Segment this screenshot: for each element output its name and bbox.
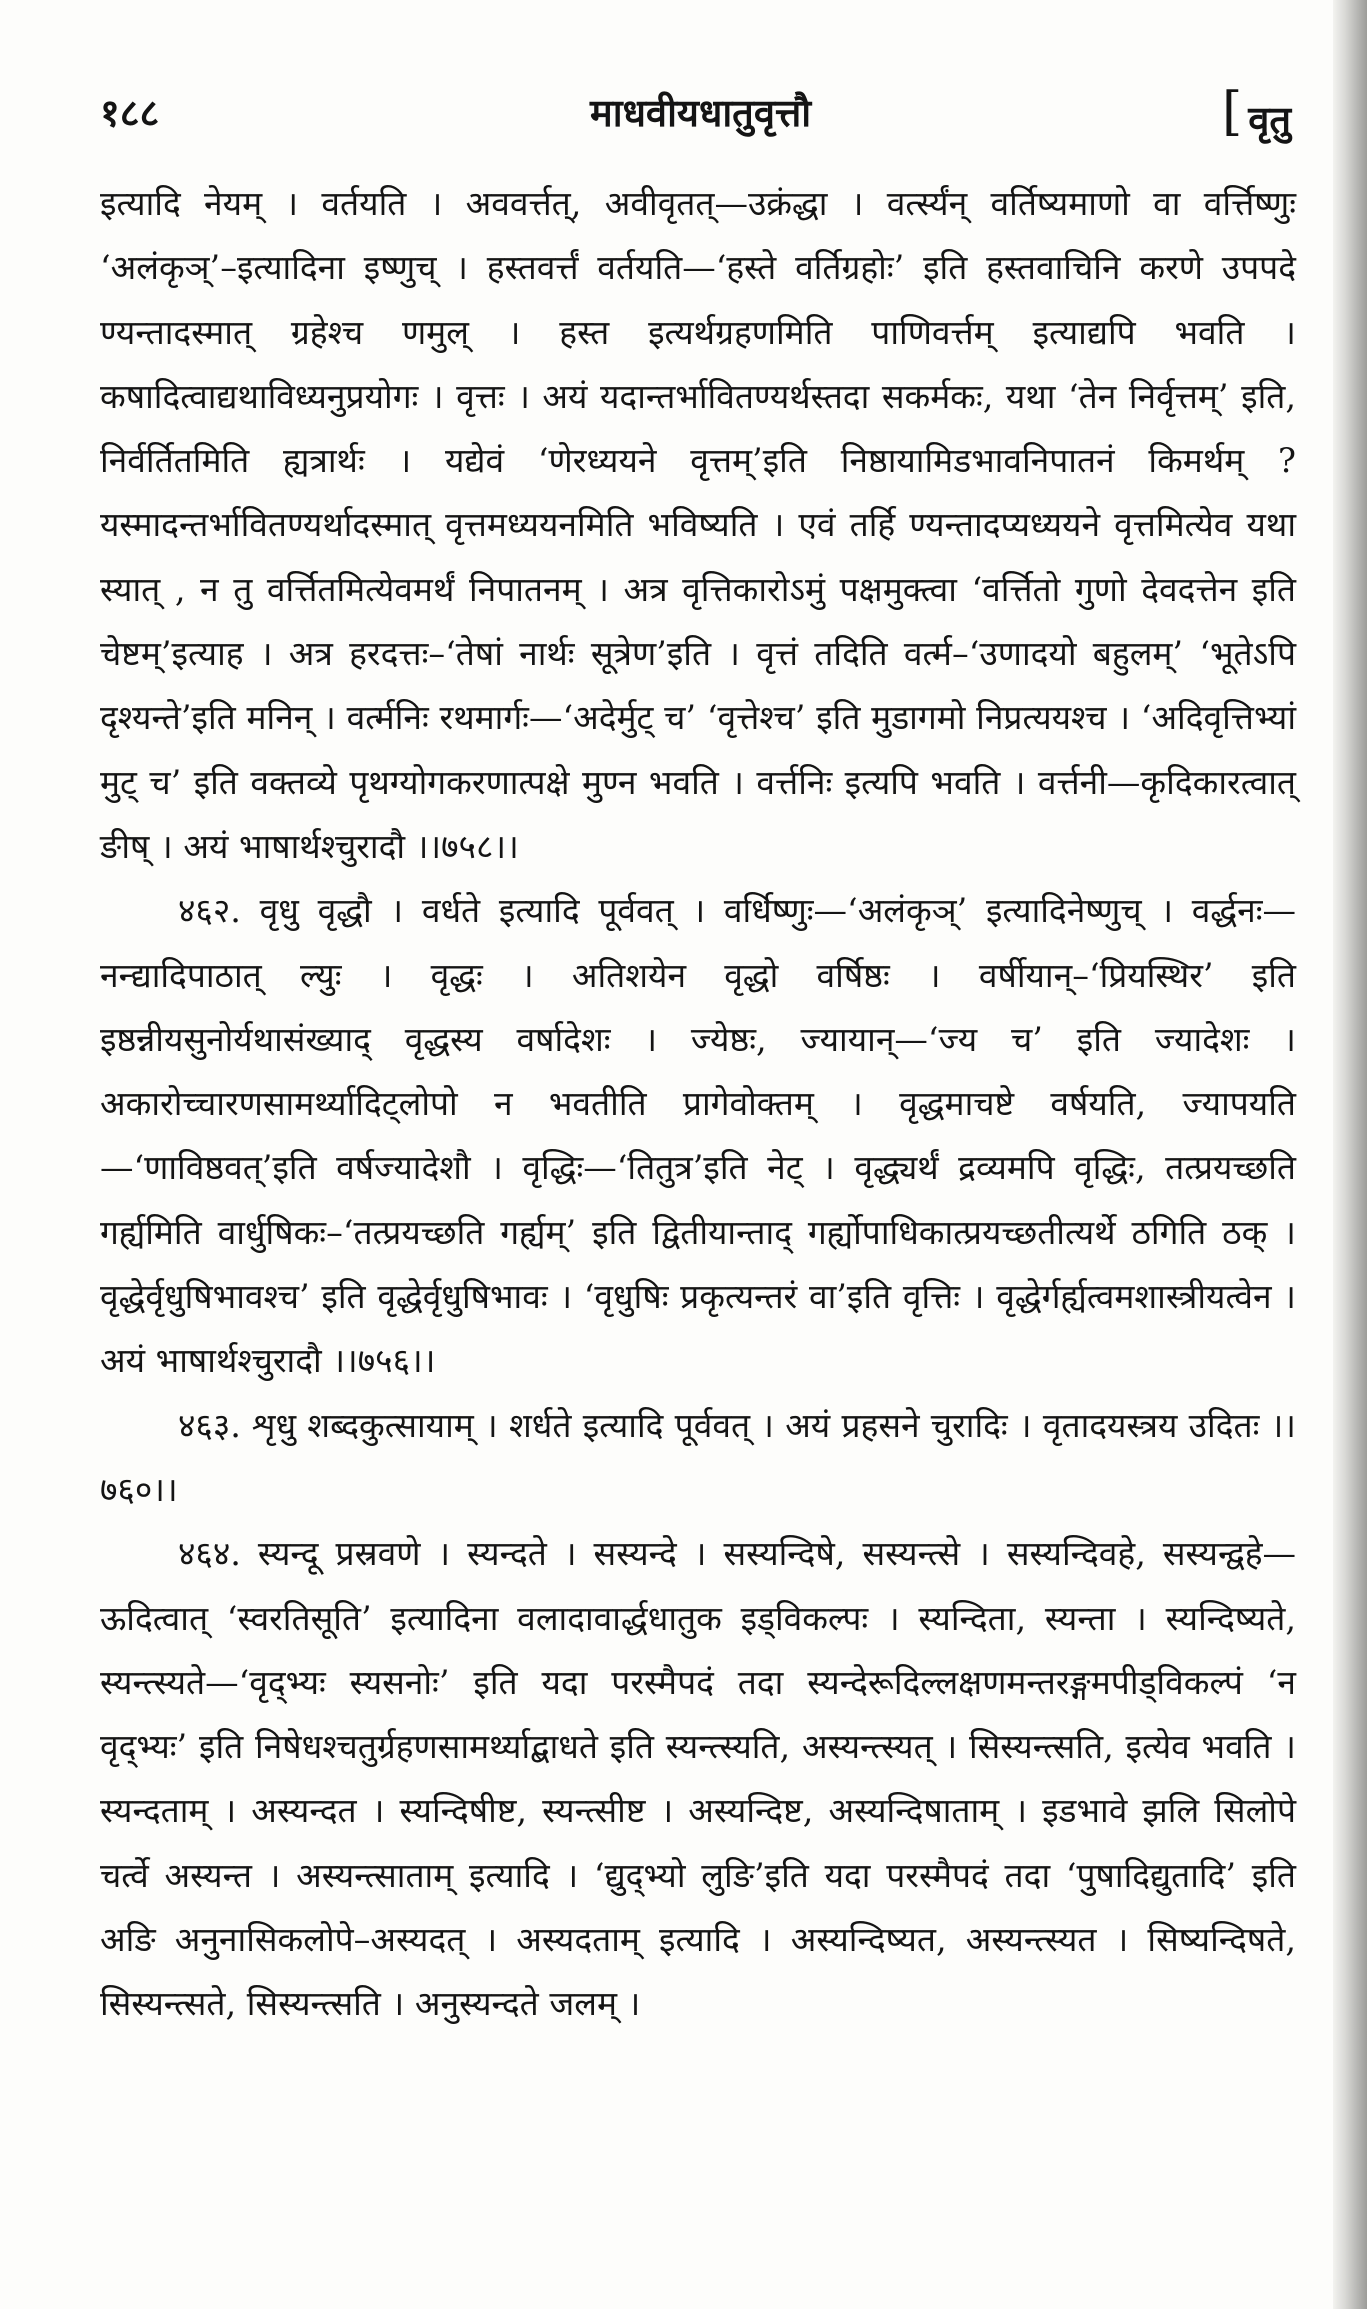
section-marker (1222, 82, 1292, 146)
running-title: माधवीयधातुवृत्तौ (590, 90, 812, 135)
paragraph-464-syandu: ४६४. स्यन्दू प्रस्रवणे । स्यन्दते । सस्यन्दे । सस्यन्दिषे, सस्यन्त्से । सस्यन्दिवहे, सस्यन्द्वहे—ऊदित्वात् ‘स्वरतिसूति’ इत्यादिना वलादावार्द्धधातुक इड्विकल्पः । स्यन्दिता, स्यन्ता । स्यन्दिष्यते, स्यन्त्स्यते—‘वृद्भ्यः स्यसनोः’ इति यदा परस्मैपदं तदा स्यन्देरूदिल्लक्षणमन्तरङ्गमपीड्विकल्पं ‘न वृद्भ्यः’ इति निषेधश्चतुर्ग्रहणसामर्थ्याद्बाधते इति स्यन्त्स्यति, अस्यन्त्स्यत् । सिस्यन्त्सति, इत्येव भवति । स्यन्दताम् । अस्यन्दत । स्यन्दिषीष्ट, स्यन्त्सीष्ट । अस्यन्दिष्ट, अस्यन्दिषाताम् । इडभावे झलि सिलोपे चर्त्वे अस्यन्त । अस्यन्त्साताम् इत्यादि । ‘द्युद्भ्यो लुङि’इति यदा परस्मैपदं तदा ‘पुषादिद्युतादि’ इति अङि अनुनासिकलोपे–अस्यदत् । अस्यदताम् इत्यादि । अस्यन्दिष्यत, अस्यन्त्स्यत । सिष्यन्दिषते, सिस्यन्त्सते, सिस्यन्त्सति । अनुस्यन्दते जलम् । (100, 1534, 1296, 2024)
paragraph-vrtu-continued: इत्यादि नेयम् । वर्तयति । अववर्त्तत्, अवीवृतत्—उक्रंद्धा । वर्त्स्यंन् वर्तिष्यमाणो वा वर्त्तिष्णुः ‘अलंकृञ्’–इत्यादिना इष्णुच् । हस्तवर्त्तं वर्तयति—‘हस्ते वर्तिग्रहोः’ इति हस्तवाचिनि करणे उपपदे ण्यन्तादस्मात् ग्रहेश्च णमुल् । हस्त इत्यर्थग्रहणमिति पाणिवर्त्तम् इत्याद्यपि भवति । कषादित्वाद्यथाविध्यनुप्रयोगः । वृत्तः । अयं यदान्तर्भावितण्यर्थस्तदा सकर्मकः, यथा ‘तेन निर्वृत्तम्’ इति, निर्वर्तितमिति ह्यत्रार्थः । यद्येवं ‘णेरध्ययने वृत्तम्’इति निष्ठायामिडभावनिपातनं किमर्थम् ? यस्मादन्तर्भावितण्यर्थादस्मात् वृत्तमध्ययनमिति भविष्यति । एवं तर्हि ण्यन्तादप्यध्ययने वृत्तमित्येव यथा स्यात् , न तु वर्त्तितमित्येवमर्थं निपातनम् । अत्र वृत्तिकारोऽमुं पक्षमुक्त्वा ‘वर्त्तितो गुणो देवदत्तेन इति चेष्टम्’इत्याह । अत्र हरदत्तः–‘तेषां नार्थः सूत्रेण’इति । वृत्तं तदिति वर्त्म–‘उणादयो बहुलम्’ ‘भूतेऽपि दृश्यन्ते’इति मनिन् । वर्त्मनिः रथमार्गः—‘अदेर्मुट् च’ ‘वृत्तेश्च’ इति मुडागमो निप्रत्ययश्च । ‘अदिवृत्तिभ्यां मुट् च’ इति वक्तव्ये पृथग्योगकरणात्पक्षे मुण्न भवति । वर्त्तनिः इत्यपि भवति । वर्त्तनी—कृदिकारत्वात् ङीष् । अयं भाषार्थश्चुरादौ ।।७५८।। (100, 184, 1296, 866)
paragraph-463-shrdhu: ४६३. शृधु शब्दकुत्सायाम् । शर्धते इत्यादि पूर्ववत् । अयं प्रहसने चुरादिः । वृतादयस्त्रय उदितः ।।७६०।। (100, 1405, 1296, 1509)
page-number: १८८ (100, 90, 160, 135)
section-bracket: [ (1222, 82, 1243, 142)
section-root: वृतु (1248, 97, 1292, 142)
page-edge-shadow (1333, 0, 1367, 2309)
paragraph-462-vrdhu: ४६२. वृधु वृद्धौ । वर्धते इत्यादि पूर्ववत् । वर्धिष्णुः—‘अलंकृञ्’ इत्यादिनेष्णुच् । वर्द्धनः—नन्द्यादिपाठात् ल्युः । वृद्धः । अतिशयेन वृद्धो वर्षिष्ठः । वर्षीयान्–‘प्रियस्थिर’ इति इष्ठन्नीयसुनोर्यथासंख्याद् वृद्धस्य वर्षादेशः । ज्येष्ठः, ज्यायान्—‘ज्य च’ इति ज्यादेशः । अकारोच्चारणसामर्थ्यादिट्लोपो न भवतीति प्रागेवोक्तम् । वृद्धमाचष्टे वर्षयति, ज्यापयति—‘णाविष्ठवत्’इति वर्षज्यादेशौ । वृद्धिः—‘तितुत्र’इति नेट् । वृद्ध्यर्थं द्रव्यमपि वृद्धिः, तत्प्रयच्छति गर्ह्यमिति वार्धुषिकः–‘तत्प्रयच्छति गर्ह्यम्’ इति द्वितीयान्ताद् गर्ह्योपाधिकात्प्रयच्छतीत्यर्थे ठगिति ठक् । वृद्धेर्वृधुषिभावश्च’ इति वृद्धेर्वृधुषिभावः । ‘वृधुषिः प्रकृत्यन्तरं वा’इति वृत्तिः । वृद्धेर्गर्ह्यत्वमशास्त्रीयत्वेन । अयं भाषार्थश्चुरादौ ।।७५६।। (100, 891, 1296, 1381)
page-header (100, 82, 1346, 146)
page-body (100, 172, 1296, 2037)
